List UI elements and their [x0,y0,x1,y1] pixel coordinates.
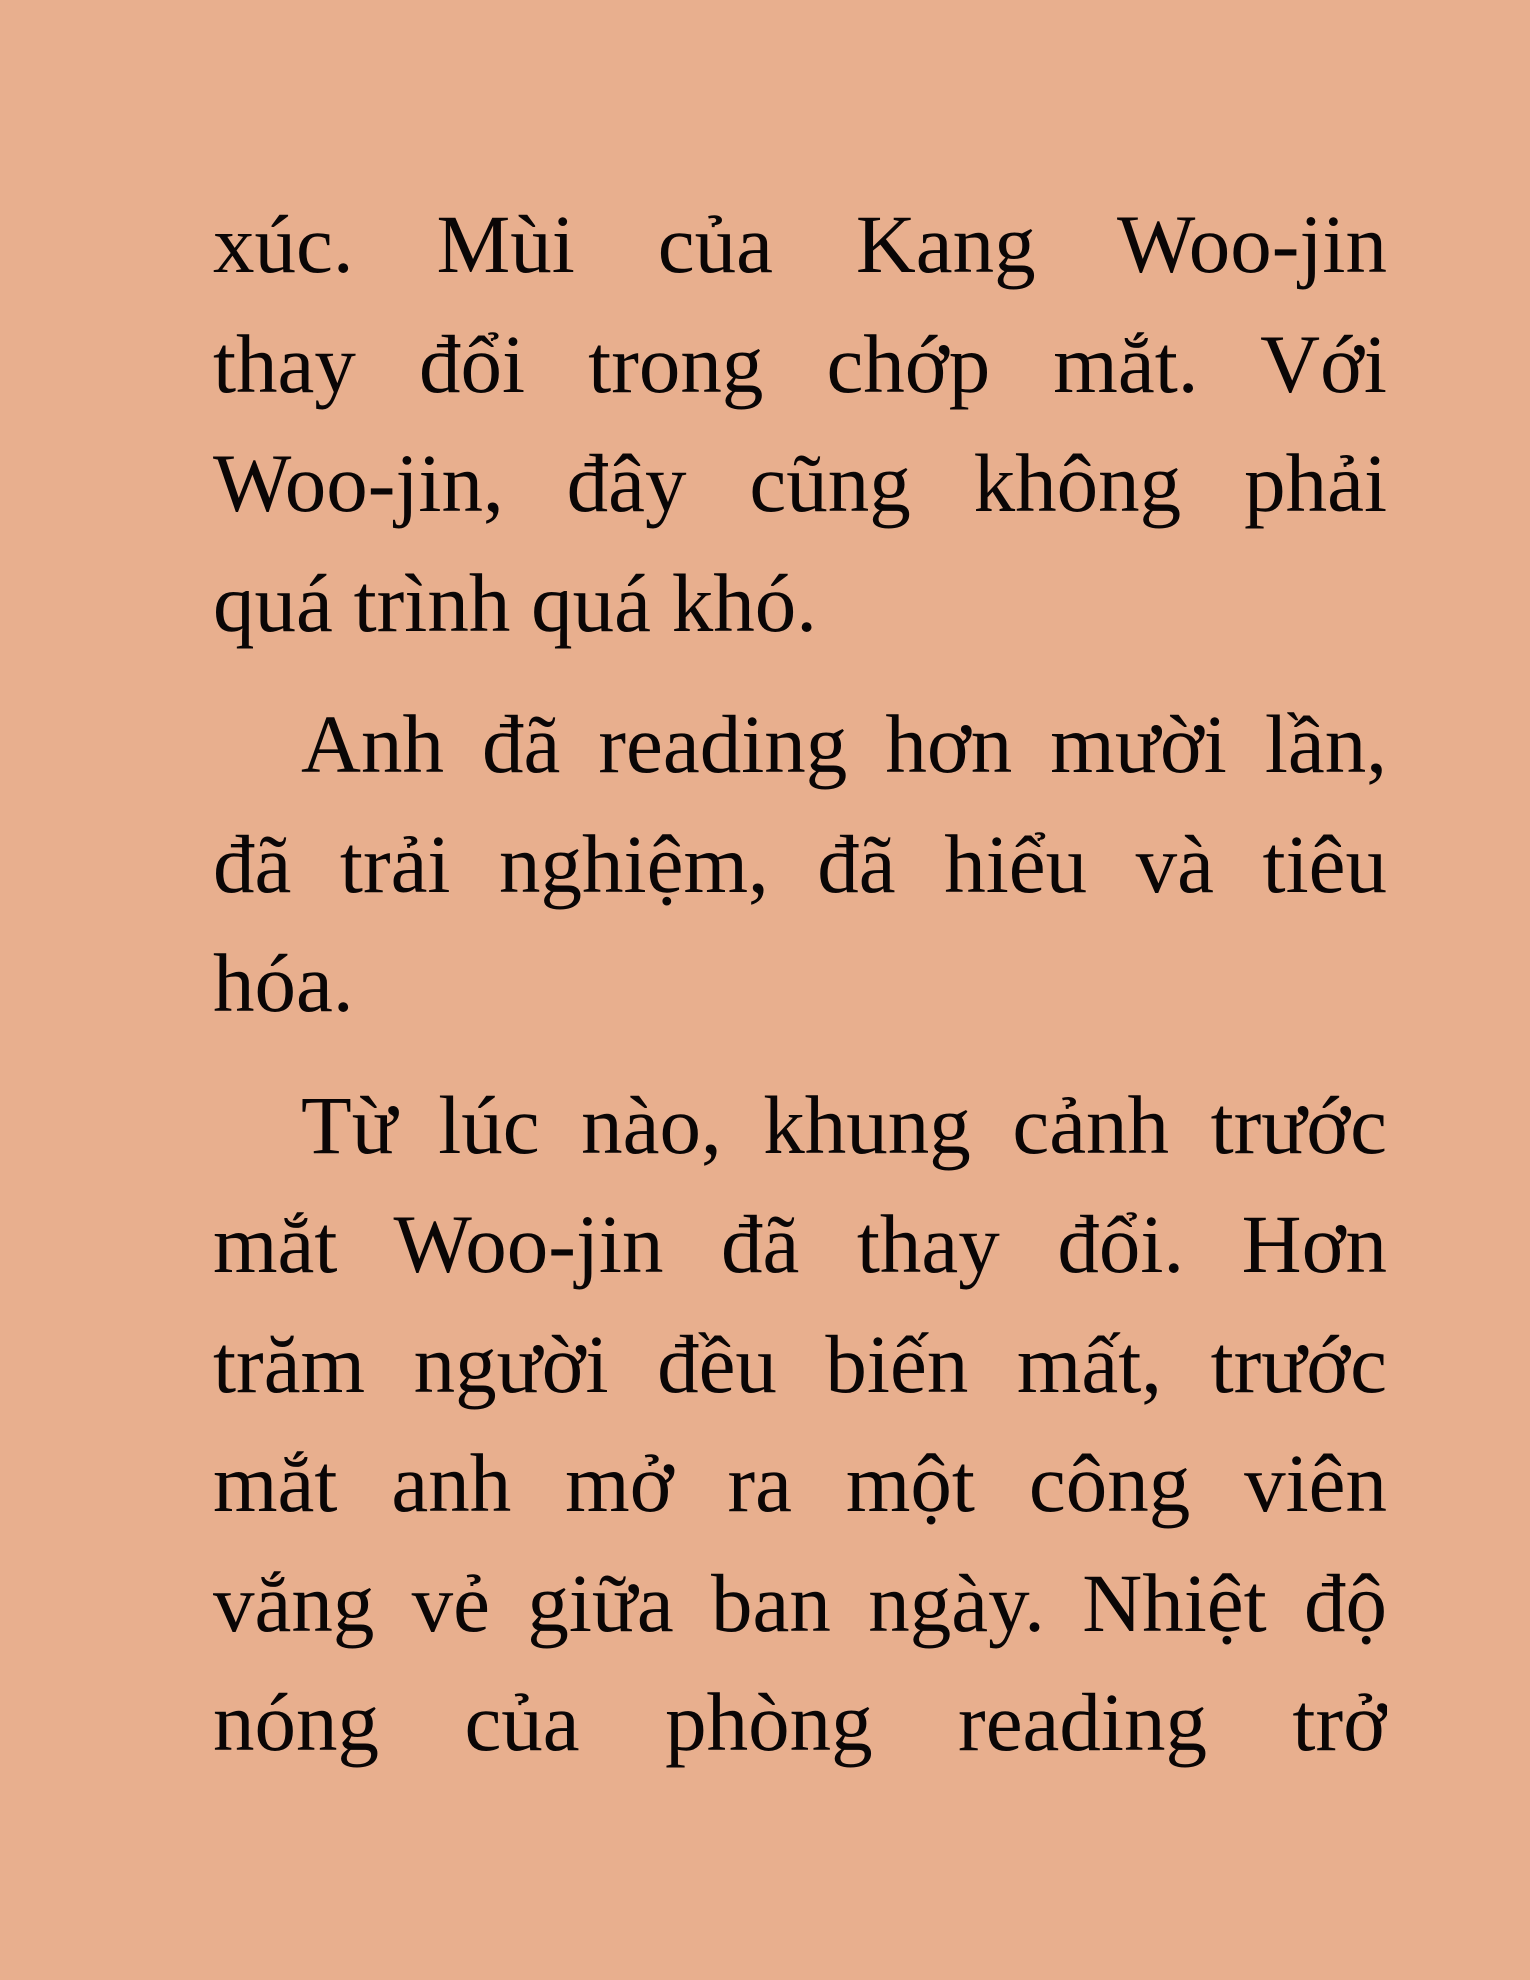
paragraph-gap [213,663,1387,685]
text-line: Woo-jin, đây cũng không phải [213,437,1387,529]
paragraph-gap [213,1044,1387,1066]
text-line: mắt anh mở ra một công viên [213,1437,1387,1529]
text-line: thay đổi trong chớp mắt. Với [213,317,1387,410]
text-line: Từ lúc nào, khung cảnh trước [301,1078,1387,1171]
paragraph-1 [213,185,1387,663]
text-line: vắng vẻ giữa ban ngày. Nhiệt độ [213,1556,1387,1649]
text-line: Anh đã reading hơn mười lần, [301,698,1387,790]
text-line: đã trải nghiệm, đã hiểu và tiêu [213,817,1387,910]
text-line: quá trình quá khó. [213,556,817,649]
text-line: nóng của phòng reading trở [213,1676,1387,1768]
paragraph-2 [213,685,1387,1044]
text-line: hóa. [213,937,354,1029]
text-line: xúc. Mùi của Kang Woo-jin [213,198,1387,290]
text-line: mắt Woo-jin đã thay đổi. Hơn [213,1198,1387,1290]
paragraph-3 [213,1066,1387,1783]
document-page [213,185,1387,1783]
text-line: trăm người đều biến mất, trước [213,1317,1387,1410]
